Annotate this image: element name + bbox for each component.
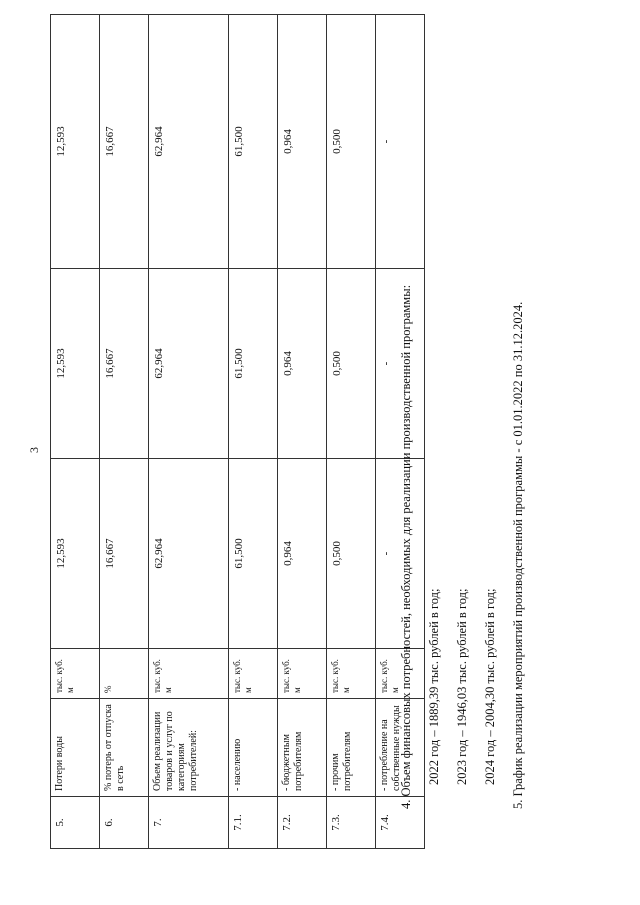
- value-2022: 16,667: [100, 459, 149, 649]
- row-unit: тыс. куб. м: [376, 649, 425, 699]
- value-2022: 61,500: [229, 459, 278, 649]
- page-number: 3: [27, 447, 41, 453]
- value-2024: 0,964: [278, 15, 327, 269]
- value-2024: 62,964: [149, 15, 229, 269]
- table-row: [229, 15, 278, 849]
- notes-section: [392, 285, 532, 809]
- row-name: - прочим потребителям: [327, 699, 376, 797]
- value-2024: 0,500: [327, 15, 376, 269]
- row-number: 7.4.: [376, 797, 425, 849]
- table-row: [327, 15, 376, 849]
- row-unit: тыс. куб. м: [327, 649, 376, 699]
- value-2023: 12,593: [51, 269, 100, 459]
- value-2024: 16,667: [100, 15, 149, 269]
- row-name: - бюджетным потребителям: [278, 699, 327, 797]
- value-2022: 62,964: [149, 459, 229, 649]
- value-2023: 61,500: [229, 269, 278, 459]
- row-name: - населению: [229, 699, 278, 797]
- row-unit: тыс. куб. м: [51, 649, 100, 699]
- year-2023-amount: 2023 год – 1946,03 тыс. рублей в год;: [455, 588, 469, 785]
- financial-needs-heading: 4. Объем финансовых потребностей, необходимых для реализации производственной программы:: [399, 284, 413, 809]
- value-2023: -: [376, 269, 425, 459]
- row-unit: %: [100, 649, 149, 699]
- year-2024-amount: 2024 год – 2004,30 тыс. рублей в год;: [483, 588, 497, 785]
- row-name: Потери воды: [51, 699, 100, 797]
- row-unit: тыс. куб. м: [229, 649, 278, 699]
- row-name: % потерь от отпуска в сеть: [100, 699, 149, 797]
- row-number: 7.3.: [327, 797, 376, 849]
- row-number: 7.1.: [229, 797, 278, 849]
- value-2022: 0,500: [327, 459, 376, 649]
- row-number: 6.: [100, 797, 149, 849]
- row-number: 5.: [51, 797, 100, 849]
- value-2023: 0,964: [278, 269, 327, 459]
- schedule-heading: 5. График реализации мероприятий производственной программы - с 01.01.2022 по 31.12.2024.: [511, 301, 525, 809]
- value-2022: 12,593: [51, 459, 100, 649]
- table-row: [278, 15, 327, 849]
- value-2024: 12,593: [51, 15, 100, 269]
- value-2023: 16,667: [100, 269, 149, 459]
- row-name: Объем реализации товаров и услуг по категориям потребителей:: [149, 699, 229, 797]
- table-row: [100, 15, 149, 849]
- value-2022: 0,964: [278, 459, 327, 649]
- row-name: - потребление на собственные нужды: [376, 699, 425, 797]
- table-row: [149, 15, 229, 849]
- row-unit: тыс. куб. м: [278, 649, 327, 699]
- row-number: 7.: [149, 797, 229, 849]
- value-2023: 62,964: [149, 269, 229, 459]
- year-2022-amount: 2022 год – 1889,39 тыс. рублей в год;: [427, 588, 441, 785]
- value-2023: 0,500: [327, 269, 376, 459]
- row-number: 7.2.: [278, 797, 327, 849]
- row-unit: тыс. куб. м: [149, 649, 229, 699]
- table-row: [51, 15, 100, 849]
- value-2022: -: [376, 459, 425, 649]
- value-2024: -: [376, 15, 425, 269]
- indicators-table: [50, 14, 425, 849]
- value-2024: 61,500: [229, 15, 278, 269]
